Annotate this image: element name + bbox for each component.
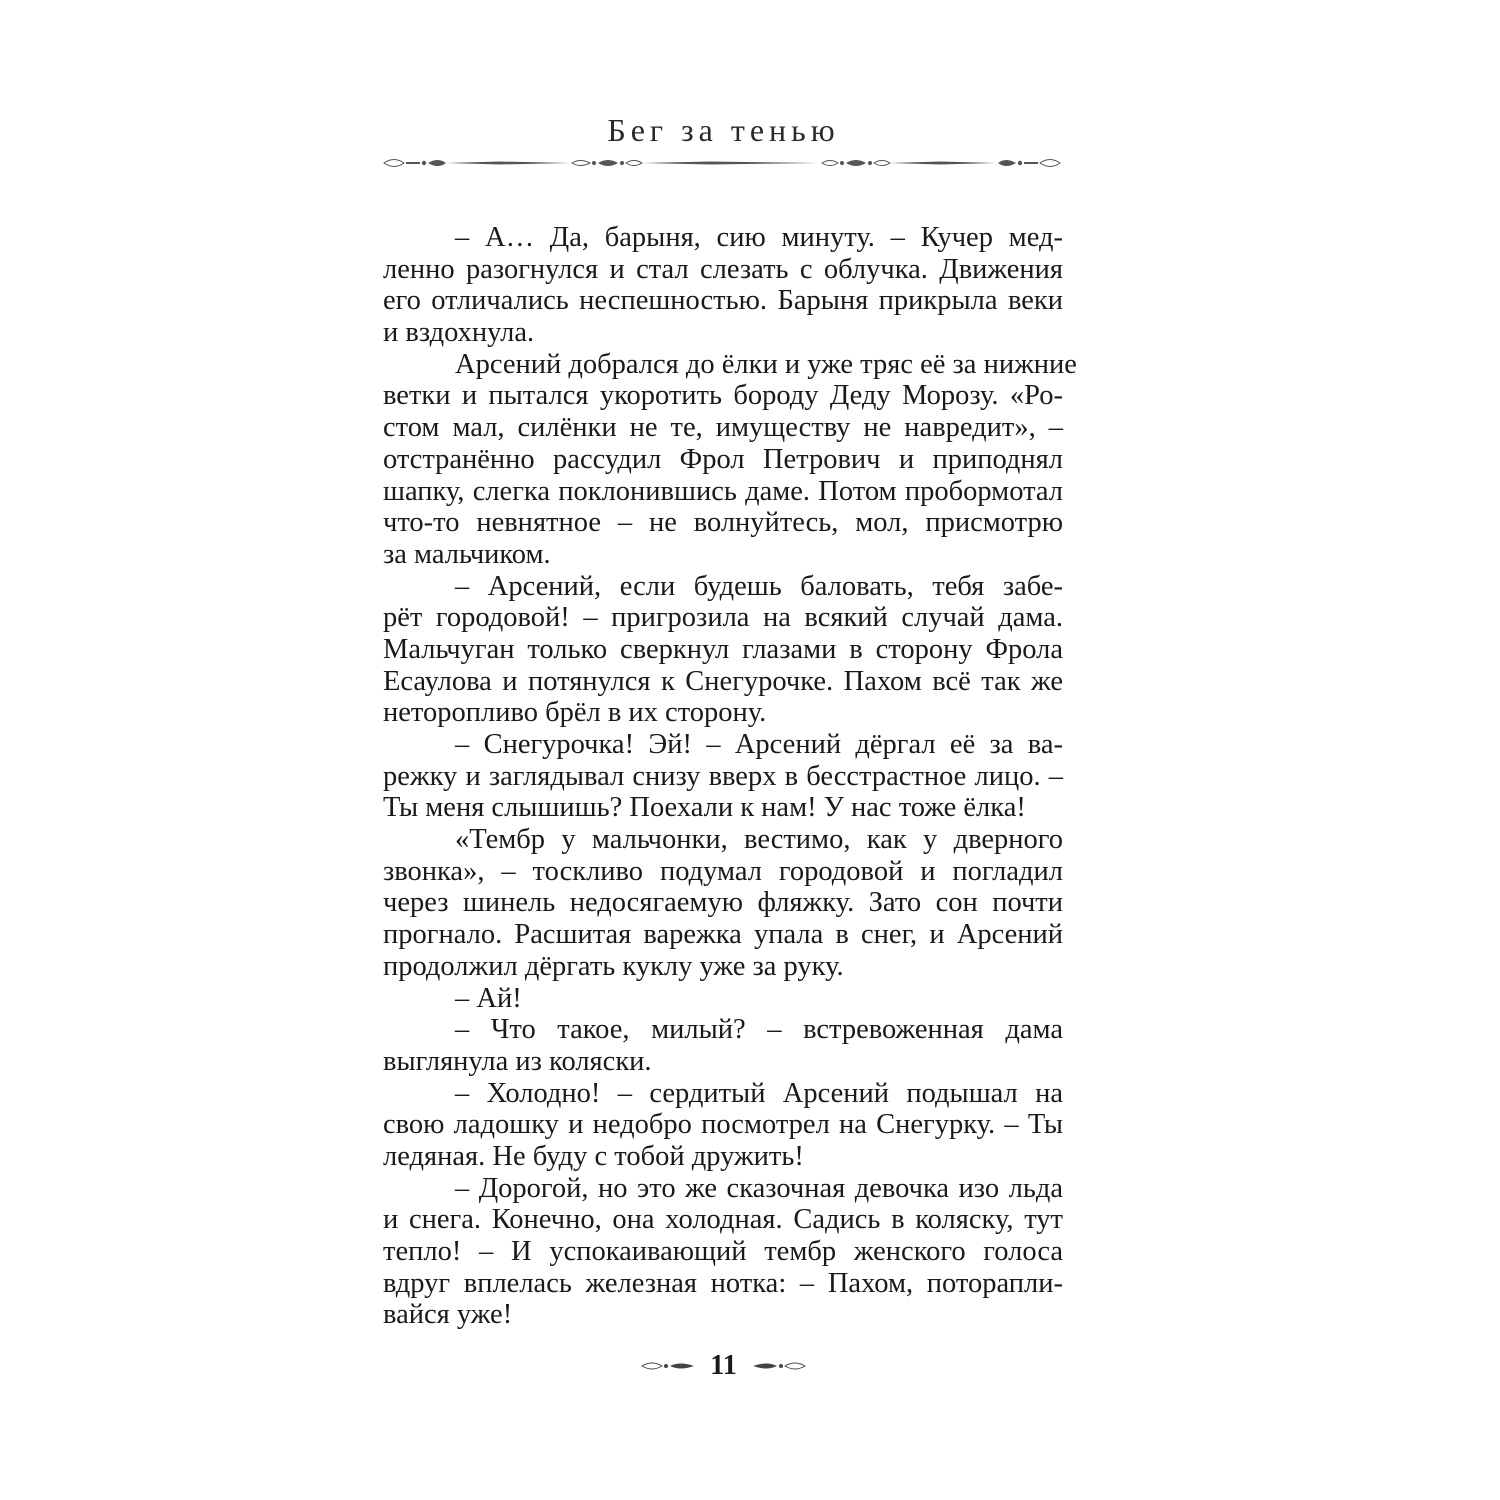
text-line: тепло! – И успокаивающий тембр женского голоса (383, 1236, 1063, 1267)
text-line: звонка», – тоскливо подумал городовой и погладил (383, 855, 1063, 887)
text-line: ленно разогнулся и стал слезать с облучка. Движения (383, 253, 1063, 285)
text-line: вдруг вплелась железная нотка: – Пахом, поторапли- (383, 1267, 1063, 1299)
text-line: за мальчиком. (383, 538, 551, 570)
text-line: выглянула из коляски. (383, 1045, 652, 1077)
text-line: что-то невнятное – не волнуйтесь, мол, присмотрю (383, 507, 1063, 539)
text-line: – Дорогой, но это же сказочная девочка изо льда (455, 1172, 1063, 1204)
text-line: шапку, слегка поклонившись даме. Потом пробормотал (383, 475, 1063, 507)
text-line: неторопливо брёл в их сторону. (383, 697, 767, 729)
text-line: стом мал, силёнки не те, имуществу не навредит», – (383, 412, 1063, 444)
text-line: прогнало. Расшитая варежка упала в снег, и Арсений (383, 919, 1063, 951)
text-line: ветки и пытался укоротить бороду Деду Морозу. «Ро- (383, 380, 1063, 412)
text-line: отстранённо рассудил Фрол Петрович и приподнял (383, 443, 1063, 475)
text-line: – Ай! (455, 982, 522, 1014)
text-line: – А… Да, барыня, сию минуту. – Кучер мед- (455, 222, 1063, 253)
text-line: режку и заглядывал снизу вверх в бесстрастное лицо. – (383, 760, 1063, 792)
text-line: рёт городовой! – пригрозила на всякий случай дама. (383, 602, 1063, 634)
body-text (383, 222, 1077, 1331)
text-line: – Холодно! – сердитый Арсений подышал на (455, 1077, 1063, 1109)
text-line: «Тембр у мальчонки, вестимо, как у дверного (455, 824, 1063, 856)
text-line: Ты меня слышишь? Поехали к нам! У нас тоже ёлка! (383, 792, 1026, 824)
footer-ornament-right (751, 1357, 807, 1375)
text-line: Есаулова и потянулся к Снегурочке. Пахом всё так же (383, 665, 1063, 697)
text-line: продолжил дёргать куклу уже за руку. (383, 950, 844, 982)
running-head: Бег за тенью (607, 112, 840, 148)
text-line: ледяная. Не буду с тобой дружить! (383, 1140, 804, 1172)
text-line: Мальчуган только сверкнул глазами в сторону Фрола (383, 633, 1063, 665)
text-line: через шинель недосягаемую фляжку. Зато сон почти (383, 887, 1063, 919)
text-line: – Что такое, милый? – встревоженная дама (455, 1014, 1063, 1046)
text-line: и вздохнула. (383, 317, 535, 349)
text-line: – Снегурочка! Эй! – Арсений дёргал её за ва- (455, 729, 1063, 760)
page-footer (0, 1346, 1447, 1386)
text-line: свою ладошку и недобро посмотрел на Снегурку. – Ты (383, 1109, 1063, 1141)
text-line: и снега. Конечно, она холодная. Садись в коляску, тут (383, 1204, 1063, 1236)
text-line: Арсений добрался до ёлки и уже тряс её за нижние (455, 348, 1077, 380)
footer-ornament-left (640, 1357, 696, 1375)
page-number: 11 (710, 1350, 737, 1381)
header-ornament-rule (380, 152, 1064, 174)
text-line: его отличались неспешностью. Барыня прикрыла веки (383, 285, 1063, 317)
text-line: – Арсений, если будешь баловать, тебя забе- (455, 570, 1063, 602)
text-line: вайся уже! (383, 1299, 513, 1331)
